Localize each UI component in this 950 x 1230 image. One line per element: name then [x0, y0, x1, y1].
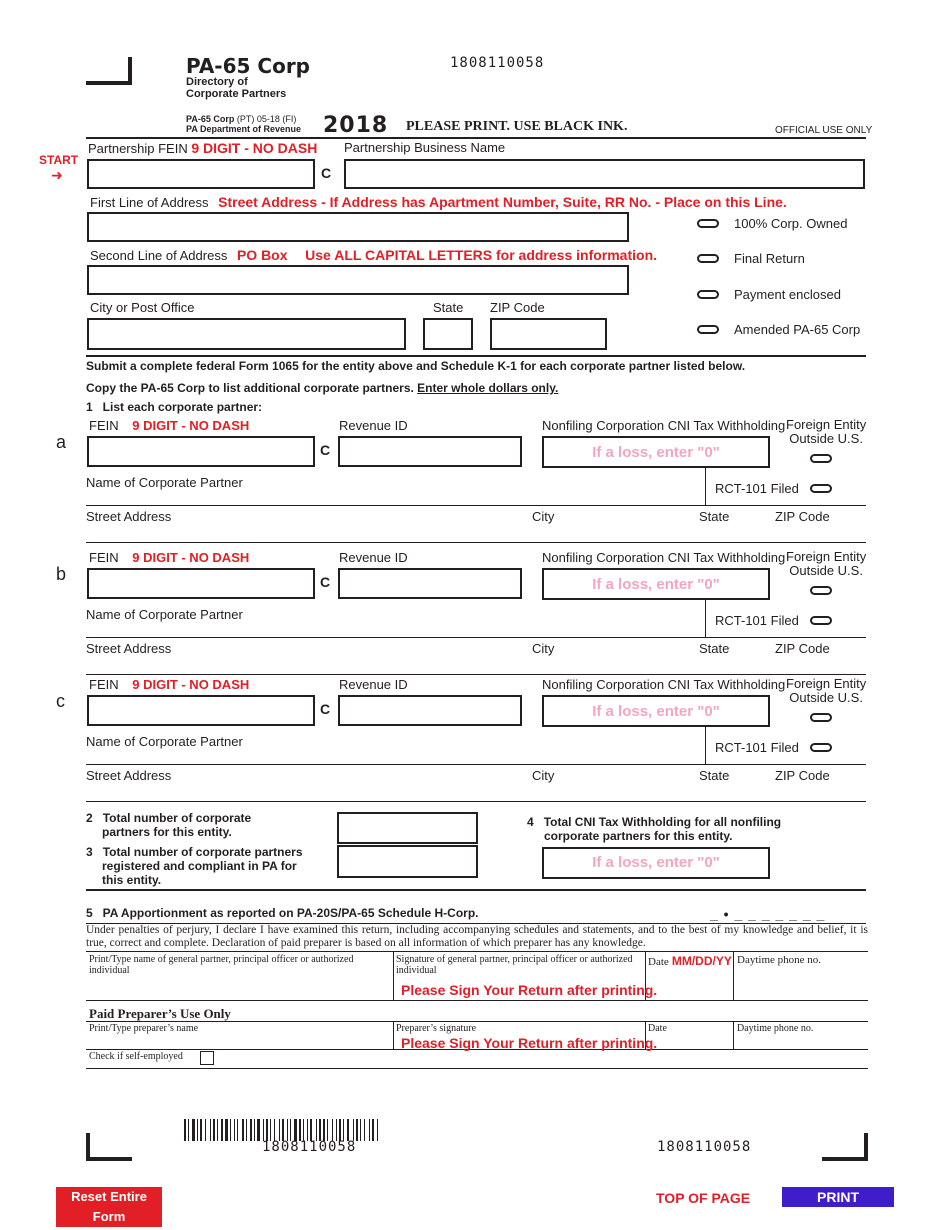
- partner-cni-label: Nonfiling Corporation CNI Tax Withholding: [542, 677, 786, 692]
- partner-foreign-checkbox[interactable]: [810, 586, 832, 595]
- print-button[interactable]: PRINT: [782, 1187, 894, 1207]
- partner-revenue-id-label: Revenue ID: [339, 418, 408, 433]
- partner-address-line: [86, 542, 866, 543]
- partner-fein-label: FEIN 9 DIGIT - NO DASH: [89, 550, 250, 565]
- sign-return-note: Please Sign Your Return after printing.: [401, 982, 658, 998]
- address2-input[interactable]: [87, 265, 629, 295]
- line2-label: 2 Total number of corporate partners for this entity.: [86, 811, 252, 839]
- partner-rct-checkbox[interactable]: [810, 743, 832, 752]
- sig-row-bottom: [86, 1000, 868, 1001]
- partner-letter: c: [56, 691, 65, 711]
- address2-label: Second Line of Address PO Box Use ALL CAPITAL LETTERS for address information.: [90, 247, 658, 263]
- partner-rct-divider: [705, 599, 706, 637]
- barcode-icon: [184, 1119, 448, 1141]
- top-of-page-link[interactable]: TOP OF PAGE: [656, 1190, 751, 1206]
- option-amended-checkbox[interactable]: [697, 325, 719, 334]
- preparer-signature-field[interactable]: Preparer’s signature: [396, 1023, 477, 1034]
- start-arrow-icon: ➜: [51, 167, 63, 183]
- preparer-sign-note: Please Sign Your Return after printing.: [401, 1035, 658, 1051]
- line2-total-partners-input[interactable]: [337, 812, 478, 844]
- zip-input[interactable]: [490, 318, 607, 350]
- start-label: START ➜: [39, 153, 79, 183]
- line5-apportionment-input[interactable]: _ • _ _ _ _ _ _ _: [710, 906, 826, 922]
- line4-label: 4 Total CNI Tax Withholding for all nonfiling corporate partners for this entity.: [527, 815, 782, 843]
- doc-number-bottom: 1808110058: [657, 1139, 752, 1155]
- option-100pct-corp-owned-checkbox[interactable]: [697, 219, 719, 228]
- sig-div-1: [393, 951, 394, 1000]
- prep-div-3: [733, 1021, 734, 1049]
- zip-label: ZIP Code: [490, 300, 545, 315]
- partner-print-name-field[interactable]: Print/Type name of general partner, principal officer or authorized individual: [89, 954, 354, 976]
- self-employed-label: Check if self-employed: [89, 1051, 183, 1062]
- partner-zip-label: ZIP Code: [775, 641, 830, 656]
- prep-row-self: [86, 1068, 868, 1069]
- partner-name-label: Name of Corporate Partner: [86, 475, 243, 490]
- partner-street-label: Street Address: [86, 641, 172, 656]
- partner-c-label: C: [320, 701, 331, 717]
- preparer-name-field[interactable]: Print/Type preparer’s name: [89, 1023, 199, 1034]
- partner-c-label: C: [320, 574, 331, 590]
- state-input[interactable]: [423, 318, 473, 350]
- city-input[interactable]: [87, 318, 406, 350]
- print-instruction: PLEASE PRINT. USE BLACK INK.: [406, 119, 628, 134]
- registration-mark-bottom-right: [822, 1133, 868, 1161]
- form-title: PA-65 Corp: [186, 54, 310, 78]
- line3-label: 3 Total number of corporate partners registered and compliant in PA for this entity.: [86, 845, 303, 887]
- partner-foreign-label: Foreign Entity Outside U.S.: [786, 417, 867, 446]
- partner-foreign-checkbox[interactable]: [810, 713, 832, 722]
- partner-c-label: C: [320, 442, 331, 458]
- partner-date-field[interactable]: Date MM/DD/YY: [648, 954, 732, 968]
- partner-name-line: [86, 764, 866, 765]
- partner-rct-divider: [705, 467, 706, 505]
- totals-rule: [86, 889, 866, 891]
- partner-name-label: Name of Corporate Partner: [86, 607, 243, 622]
- business-name-label: Partnership Business Name: [344, 140, 506, 155]
- partner-fein-label: FEIN 9 DIGIT - NO DASH: [89, 677, 250, 692]
- option-100pct-corp-owned-label: 100% Corp. Owned: [734, 216, 848, 231]
- option-payment-enclosed-label: Payment enclosed: [734, 287, 841, 302]
- address1-input[interactable]: [87, 212, 629, 242]
- self-employed-checkbox[interactable]: [200, 1051, 214, 1065]
- partner-foreign-checkbox[interactable]: [810, 454, 832, 463]
- partner-state-label: State: [699, 509, 730, 524]
- partner-rct-checkbox[interactable]: [810, 616, 832, 625]
- partner-fein-input[interactable]: [87, 436, 315, 467]
- partner-revenue-id-input[interactable]: [338, 436, 522, 467]
- paid-preparer-title: Paid Preparer’s Use Only: [89, 1006, 231, 1021]
- partner-cni-label: Nonfiling Corporation CNI Tax Withholding: [542, 550, 786, 565]
- partner-fein-label: FEIN 9 DIGIT - NO DASH: [89, 418, 250, 433]
- form-id: PA-65 Corp (PT) 05-18 (FI) PA Department of Revenue: [186, 114, 302, 134]
- tax-year: 2018: [323, 113, 389, 138]
- form-subtitle: Directory of Corporate Partners: [186, 76, 287, 100]
- option-amended-label: Amended PA-65 Corp: [734, 322, 861, 337]
- partnership-fein-input[interactable]: [87, 159, 315, 189]
- partner-fein-input[interactable]: [87, 568, 315, 599]
- partner-rct-checkbox[interactable]: [810, 484, 832, 493]
- partner-fein-input[interactable]: [87, 695, 315, 726]
- partnership-c-label: C: [321, 165, 332, 181]
- state-label: State: [433, 300, 464, 315]
- partner-name-line: [86, 505, 866, 506]
- partner-letter: b: [56, 564, 67, 584]
- sig-div-3: [733, 951, 734, 1000]
- partner-city-label: City: [532, 641, 555, 656]
- partner-revenue-id-label: Revenue ID: [339, 550, 408, 565]
- partner-cni-input[interactable]: If a loss, enter "0": [542, 568, 770, 600]
- registration-mark-bottom-left: [86, 1133, 132, 1161]
- sig-row-top: [86, 951, 868, 952]
- partner-cni-input[interactable]: If a loss, enter "0": [542, 695, 770, 727]
- address1-label: First Line of Address Street Address - If Address has Apartment Number, Suite, RR No. - Place on this Line.: [90, 194, 787, 210]
- partner-foreign-label: Foreign Entity Outside U.S.: [786, 676, 867, 705]
- partner-revenue-id-input[interactable]: [338, 568, 522, 599]
- partner-state-label: State: [699, 641, 730, 656]
- partner-address-line: [86, 674, 866, 675]
- partner-foreign-label: Foreign Entity Outside U.S.: [786, 549, 867, 578]
- partner-name-line: [86, 637, 866, 638]
- partner-rct-label: RCT-101 Filed: [715, 613, 799, 628]
- reset-form-button[interactable]: Reset Entire Form: [56, 1187, 162, 1227]
- doc-number-top: 1808110058: [450, 55, 545, 71]
- barcode-number: 1808110058: [262, 1139, 357, 1155]
- official-use-label: OFFICIAL USE ONLY: [775, 125, 873, 136]
- option-final-return-checkbox[interactable]: [697, 254, 719, 263]
- partner-street-label: Street Address: [86, 768, 172, 783]
- instruction-line1: Submit a complete federal Form 1065 for the entity above and Schedule K-1 for each corporate partner listed below.: [86, 359, 746, 373]
- perjury-declaration: Under penalties of perjury, I declare I have examined this return, including accompanying schedules and statements, and to the best of my knowledge and belief, it is true, correct and complete. Declaration of paid preparer is based on all information of which preparer has any knowledge.: [86, 924, 868, 949]
- line3-registered-partners-input[interactable]: [337, 845, 478, 878]
- city-label: City or Post Office: [90, 300, 195, 315]
- partner-letter: a: [56, 432, 67, 452]
- partner-rct-divider: [705, 726, 706, 764]
- partner-revenue-id-input[interactable]: [338, 695, 522, 726]
- partner-name-label: Name of Corporate Partner: [86, 734, 243, 749]
- registration-mark-top-left: [86, 57, 132, 85]
- partner-rct-label: RCT-101 Filed: [715, 481, 799, 496]
- partner-phone-field[interactable]: Daytime phone no.: [737, 954, 822, 966]
- partner-revenue-id-label: Revenue ID: [339, 677, 408, 692]
- partner-cni-label: Nonfiling Corporation CNI Tax Withholding: [542, 418, 786, 433]
- prep-row-top: [86, 1021, 868, 1022]
- business-name-input[interactable]: [344, 159, 865, 189]
- partner-city-label: City: [532, 768, 555, 783]
- preparer-phone-field[interactable]: Daytime phone no.: [737, 1023, 814, 1034]
- partner-cni-input[interactable]: If a loss, enter "0": [542, 436, 770, 468]
- option-final-return-label: Final Return: [734, 251, 805, 266]
- partner-street-label: Street Address: [86, 509, 172, 524]
- line5-label: 5 PA Apportionment as reported on PA-20S/PA-65 Schedule H-Corp.: [86, 906, 479, 920]
- line4-total-cni-input[interactable]: If a loss, enter "0": [542, 847, 770, 879]
- partner-state-label: State: [699, 768, 730, 783]
- partner-address-line: [86, 801, 866, 802]
- section-rule: [86, 355, 866, 357]
- partner-rct-label: RCT-101 Filed: [715, 740, 799, 755]
- option-payment-enclosed-checkbox[interactable]: [697, 290, 719, 299]
- header-rule: [86, 137, 866, 139]
- prep-div-1: [393, 1021, 394, 1049]
- partnership-fein-label: Partnership FEIN 9 DIGIT - NO DASH: [88, 140, 318, 156]
- partner-city-label: City: [532, 509, 555, 524]
- instruction-line2: Copy the PA-65 Corp to list additional corporate partners. Enter whole dollars only.: [86, 381, 559, 395]
- list-title: 1 List each corporate partner:: [86, 400, 263, 414]
- preparer-date-field[interactable]: Date: [648, 1023, 667, 1034]
- partner-signature-field[interactable]: Signature of general partner, principal officer or authorized individual: [396, 954, 633, 976]
- partner-zip-label: ZIP Code: [775, 509, 830, 524]
- partner-zip-label: ZIP Code: [775, 768, 830, 783]
